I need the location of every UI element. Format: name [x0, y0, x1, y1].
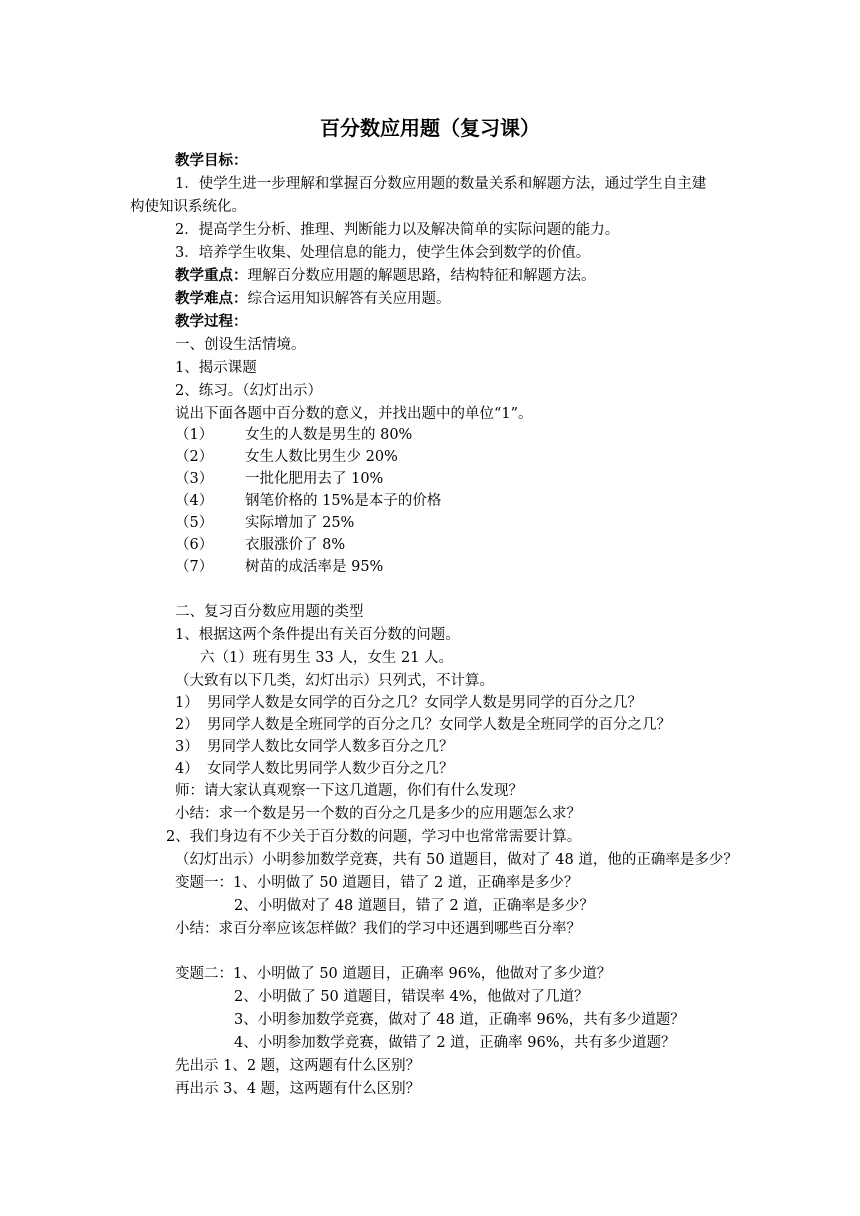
exercise-item [175, 512, 354, 534]
exercise-number: （6） [175, 537, 214, 553]
key-point-text: 理解百分数应用题的解题思路，结构特征和解题方法。 [247, 268, 596, 284]
difficult-point [175, 288, 451, 310]
exercise-number: （3） [175, 471, 214, 487]
question-item [175, 714, 671, 736]
variant-1-b: 2、小明做对了 48 道题目，错了 2 道，正确率是多少？ [234, 898, 594, 914]
question-number: 2） [175, 717, 199, 733]
question-text: 男同学人数比女同学人数多百分之几？ [207, 739, 454, 755]
section-1-title: 一、创设生活情境。 [175, 337, 306, 353]
key-point-label: 教学重点： [175, 267, 248, 284]
section-1-item-1: 1、揭示课题 [175, 360, 257, 376]
exercise-item [175, 534, 345, 556]
question-number: 4） [175, 761, 199, 777]
exercise-text: 女生的人数是男生的 80% [245, 427, 413, 443]
exercise-item [175, 490, 441, 512]
exercise-number: （2） [175, 449, 214, 465]
question-number: 3） [175, 739, 199, 755]
goals-heading: 教学目标： [175, 152, 248, 169]
section-2-item-1: 1、根据这两个条件提出有关百分数的问题。 [175, 627, 460, 643]
exercise-item [175, 446, 398, 468]
exercise-text: 衣服涨价了 8% [245, 537, 346, 553]
variant-1-a: 变题一：1、小明做了 50 道题目，错了 2 道，正确率是多少？ [175, 875, 579, 891]
compare-1: 先出示 1、2 题，这两题有什么区别？ [175, 1058, 421, 1074]
exercise-item [175, 556, 383, 578]
section-1-prompt: 说出下面各题中百分数的意义，并找出题中的单位“1”。 [175, 406, 533, 422]
slide-question: （幻灯出示）小明参加数学竞赛，共有 50 道题目，做对了 48 道，他的正确率是多少？ [175, 852, 738, 868]
exercise-number: （5） [175, 515, 214, 531]
summary-2: 小结：求百分率应该怎样做？我们的学习中还遇到哪些百分率？ [175, 921, 581, 937]
goal-1-line-a: 1．使学生进一步理解和掌握百分数应用题的数量关系和解题方法，通过学生自主建 [175, 176, 707, 192]
question-item [175, 692, 642, 714]
exercise-text: 钢笔价格的 15%是本子的价格 [245, 493, 442, 509]
variant-2-d: 4、小明参加数学竞赛，做错了 2 道，正确率 96%，共有多少道题？ [234, 1035, 676, 1051]
question-number: 1） [175, 695, 199, 711]
section-2-item-2: 2、我们身边有不少关于百分数的问题，学习中也常常需要计算。 [166, 829, 582, 845]
section-2-note: （大致有以下几类，幻灯出示）只列式，不计算。 [175, 673, 494, 689]
difficult-point-text: 综合运用知识解答有关应用题。 [247, 291, 451, 307]
goal-1-line-b: 构使知识系统化。 [130, 199, 246, 215]
exercise-text: 一批化肥用去了 10% [245, 471, 384, 487]
key-point [175, 265, 596, 287]
exercise-number: （4） [175, 493, 214, 509]
teacher-line: 师：请大家认真观察一下这几道题，你们有什么发现？ [175, 783, 523, 799]
summary-1: 小结：求一个数是另一个数的百分之几是多少的应用题怎么求？ [175, 806, 581, 822]
document-title: 百分数应用题（复习课） [320, 116, 540, 140]
exercise-item [175, 424, 412, 446]
question-item [175, 758, 454, 780]
variant-2-c: 3、小明参加数学竞赛，做对了 48 道，正确率 96%，共有多少道题？ [234, 1012, 685, 1028]
compare-2: 再出示 3、4 题，这两题有什么区别？ [175, 1081, 421, 1097]
question-text: 男同学人数是全班同学的百分之几？女同学人数是全班同学的百分之几？ [207, 717, 671, 733]
difficult-point-label: 教学难点： [175, 290, 248, 307]
variant-2-b: 2、小明做了 50 道题目，错误率 4%，他做对了几道？ [234, 989, 589, 1005]
question-text: 男同学人数是女同学的百分之几？女同学人数是男同学的百分之几？ [207, 695, 642, 711]
exercise-item [175, 468, 383, 490]
process-heading: 教学过程： [175, 313, 248, 330]
section-2-title: 二、复习百分数应用题的类型 [175, 604, 364, 620]
section-1-item-2: 2、练习。（幻灯出示） [175, 383, 322, 399]
question-text: 女同学人数比男同学人数少百分之几？ [207, 761, 454, 777]
exercise-text: 女生人数比男生少 20% [245, 449, 398, 465]
exercise-text: 树苗的成活率是 95% [245, 559, 384, 575]
goal-3: 3．培养学生收集、处理信息的能力，使学生体会到数学的价值。 [175, 245, 591, 261]
section-2-condition: 六（1）班有男生 33 人，女生 21 人。 [200, 650, 454, 666]
question-item [175, 736, 454, 758]
exercise-text: 实际增加了 25% [245, 515, 355, 531]
goal-2: 2．提高学生分析、推理、判断能力以及解决简单的实际问题的能力。 [175, 222, 620, 238]
exercise-number: （1） [175, 427, 214, 443]
variant-2-a: 变题二：1、小明做了 50 道题目，正确率 96%，他做对了多少道？ [175, 966, 612, 982]
exercise-number: （7） [175, 559, 214, 575]
